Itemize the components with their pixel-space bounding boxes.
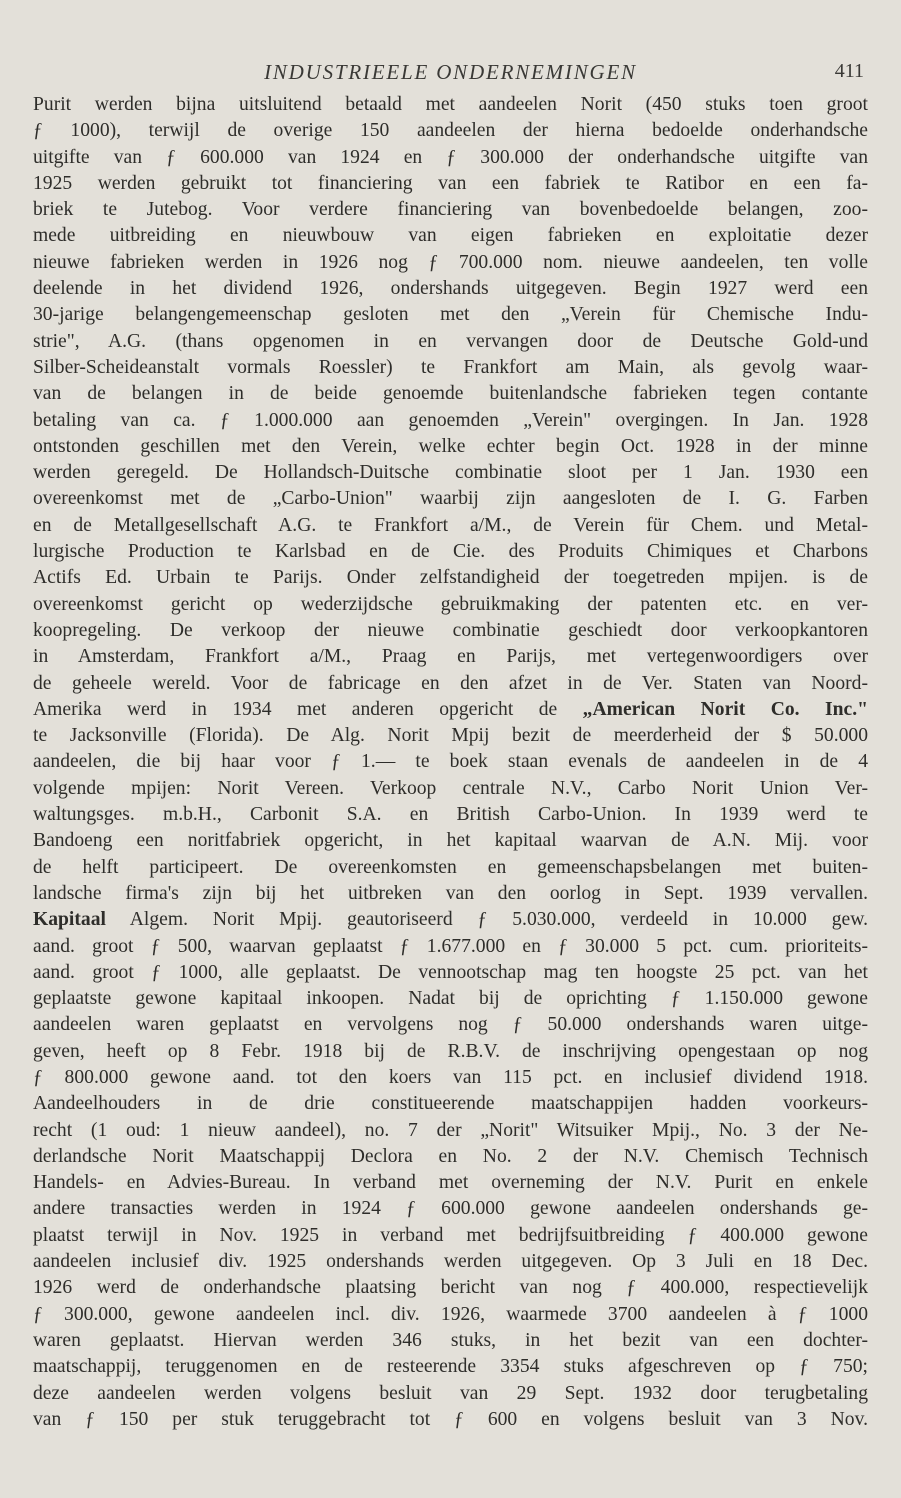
text-line: strie", A.G. (thans opgenomen in en vervangen door de Deutsche Gold-und [33,330,868,352]
text-line: geven, heeft op 8 Febr. 1918 bij de R.B.V. de inschrijving opengestaan op nog [33,1040,868,1062]
text-line: ƒ 800.000 gewone aand. tot den koers van 115 pct. en inclusief dividend 1918. [33,1066,868,1088]
text-line: Handels- en Advies-Bureau. In verband met overneming der N.V. Purit en enkele [33,1172,868,1194]
text-line: Actifs Ed. Urbain te Parijs. Onder zelfstandigheid der toegetreden mpijen. is de [33,567,868,589]
page-number: 411 [834,60,864,82]
text-line: landsche firma's zijn bij het uitbreken van den oorlog in Sept. 1939 vervallen. [33,882,868,904]
text-line: van ƒ 150 per stuk teruggebracht tot ƒ 600 en volgens besluit van 3 Nov. [33,1408,868,1430]
running-header [33,56,868,92]
text-line: deze aandeelen werden volgens besluit van 29 Sept. 1932 door terugbetaling [33,1382,868,1404]
text-line: de geheele wereld. Voor de fabricage en den afzet in de Ver. Staten van Noord- [33,672,868,694]
text-line: aand. groot ƒ 500, waarvan geplaatst ƒ 1.677.000 en ƒ 30.000 5 pct. cum. prioriteits- [33,935,868,957]
text-line: de helft participeert. De overeenkomsten en gemeenschapsbelangen met buiten- [33,856,868,878]
text-line: briek te Jutebog. Voor verdere financiering van bovenbedoelde belangen, zoo- [33,199,868,221]
text-line: lurgische Production te Karlsbad en de Cie. des Produits Chimiques et Charbons [33,541,868,563]
running-title: INDUSTRIEELE ONDERNEMINGEN [264,60,637,84]
text-line: geplaatste gewone kapitaal inkoopen. Nadat bij de oprichting ƒ 1.150.000 gewone [33,988,868,1010]
text-line: uitgifte van ƒ 600.000 van 1924 en ƒ 300.000 der onderhandsche uitgifte van [33,146,868,168]
text-line: Silber-Scheideanstalt vormals Roessler) te Frankfort am Main, als gevolg waar- [33,356,868,378]
text-line: aandeelen inclusief div. 1925 ondershands werden uitgegeven. Op 3 Juli en 18 Dec. [33,1251,868,1273]
text-line: plaatst terwijl in Nov. 1925 in verband met bedrijfsuitbreiding ƒ 400.000 gewone [33,1224,868,1246]
text-line: in Amsterdam, Frankfort a/M., Praag en Parijs, met vertegenwoordigers over [33,646,868,668]
text-line: aandeelen waren geplaatst en vervolgens nog ƒ 50.000 ondershands waren uitge- [33,1014,868,1036]
body-text [33,92,868,1433]
text-line: koopregeling. De verkoop der nieuwe combinatie geschiedt door verkoopkantoren [33,619,868,641]
text-line: aand. groot ƒ 1000, alle geplaatst. De vennootschap mag ten hoogste 25 pct. van het [33,961,868,983]
text-line: Bandoeng een noritfabriek opgericht, in het kapitaal waarvan de A.N. Mij. voor [33,830,868,852]
text-line: deelende in het dividend 1926, ondershands uitgegeven. Begin 1927 werd een [33,278,868,300]
text-line: derlandsche Norit Maatschappij Declora en No. 2 der N.V. Chemisch Technisch [33,1145,868,1167]
text-line: nieuwe fabrieken werden in 1926 nog ƒ 700.000 nom. nieuwe aandeelen, ten volle [33,251,868,273]
text-line: betaling van ca. ƒ 1.000.000 aan genoemden „Verein" overgingen. In Jan. 1928 [33,409,868,431]
text-line: overeenkomst gericht op wederzijdsche gebruikmaking der patenten etc. en ver- [33,593,868,615]
text-line: waltungsges. m.b.H., Carbonit S.A. en British Carbo-Union. In 1939 werd te [33,804,868,826]
text-line: ontstonden geschillen met den Verein, welke echter begin Oct. 1928 in der minne [33,435,868,457]
text-line: maatschappij, teruggenomen en de resteerende 3354 stuks afgeschreven op ƒ 750; [33,1356,868,1378]
text-line: volgende mpijen: Norit Vereen. Verkoop centrale N.V., Carbo Norit Union Ver- [33,777,868,799]
text-line: Aandeelhouders in de drie constitueerende maatschappijen hadden voorkeurs- [33,1093,868,1115]
text-line: 30-jarige belangengemeenschap gesloten met den „Verein für Chemische Indu- [33,304,868,326]
text-line: ƒ 1000), terwijl de overige 150 aandeelen der hierna bedoelde onderhandsche [33,120,868,142]
text-line: werden geregeld. De Hollandsch-Duitsche combinatie sloot per 1 Jan. 1930 een [33,462,868,484]
text-line: overeenkomst met de „Carbo-Union" waarbij zijn aangesloten de I. G. Farben [33,488,868,510]
text-line: mede uitbreiding en nieuwbouw van eigen fabrieken en exploitatie dezer [33,225,868,247]
text-line: Kapitaal Algem. Norit Mpij. geautoriseerd ƒ 5.030.000, verdeeld in 10.000 gew. [33,909,868,931]
text-line: andere transacties werden in 1924 ƒ 600.000 gewone aandeelen ondershands ge- [33,1198,868,1220]
text-line: aandeelen, die bij haar voor ƒ 1.— te boek staan evenals de aandeelen in de 4 [33,751,868,773]
text-line: 1925 werden gebruikt tot financiering van een fabriek te Ratibor en een fa- [33,172,868,194]
text-line: 1926 werd de onderhandsche plaatsing bericht van nog ƒ 400.000, respectievelijk [33,1277,868,1299]
text-line: te Jacksonville (Florida). De Alg. Norit Mpij bezit de meerderheid der $ 50.000 [33,725,868,747]
text-line: Amerika werd in 1934 met anderen opgericht de „American Norit Co. Inc." [33,698,868,720]
text-line: waren geplaatst. Hiervan werden 346 stuks, in het bezit van een dochter- [33,1329,868,1351]
text-line: van de belangen in de beide genoemde buitenlandsche fabrieken tegen contante [33,383,868,405]
text-line: recht (1 oud: 1 nieuw aandeel), no. 7 der „Norit" Witsuiker Mpij., No. 3 der Ne- [33,1119,868,1141]
text-line: Purit werden bijna uitsluitend betaald met aandeelen Norit (450 stuks toen groot [33,94,868,115]
text-line: en de Metallgesellschaft A.G. te Frankfort a/M., de Verein für Chem. und Metal- [33,514,868,536]
text-line: ƒ 300.000, gewone aandeelen incl. div. 1926, waarmede 3700 aandeelen à ƒ 1000 [33,1303,868,1325]
